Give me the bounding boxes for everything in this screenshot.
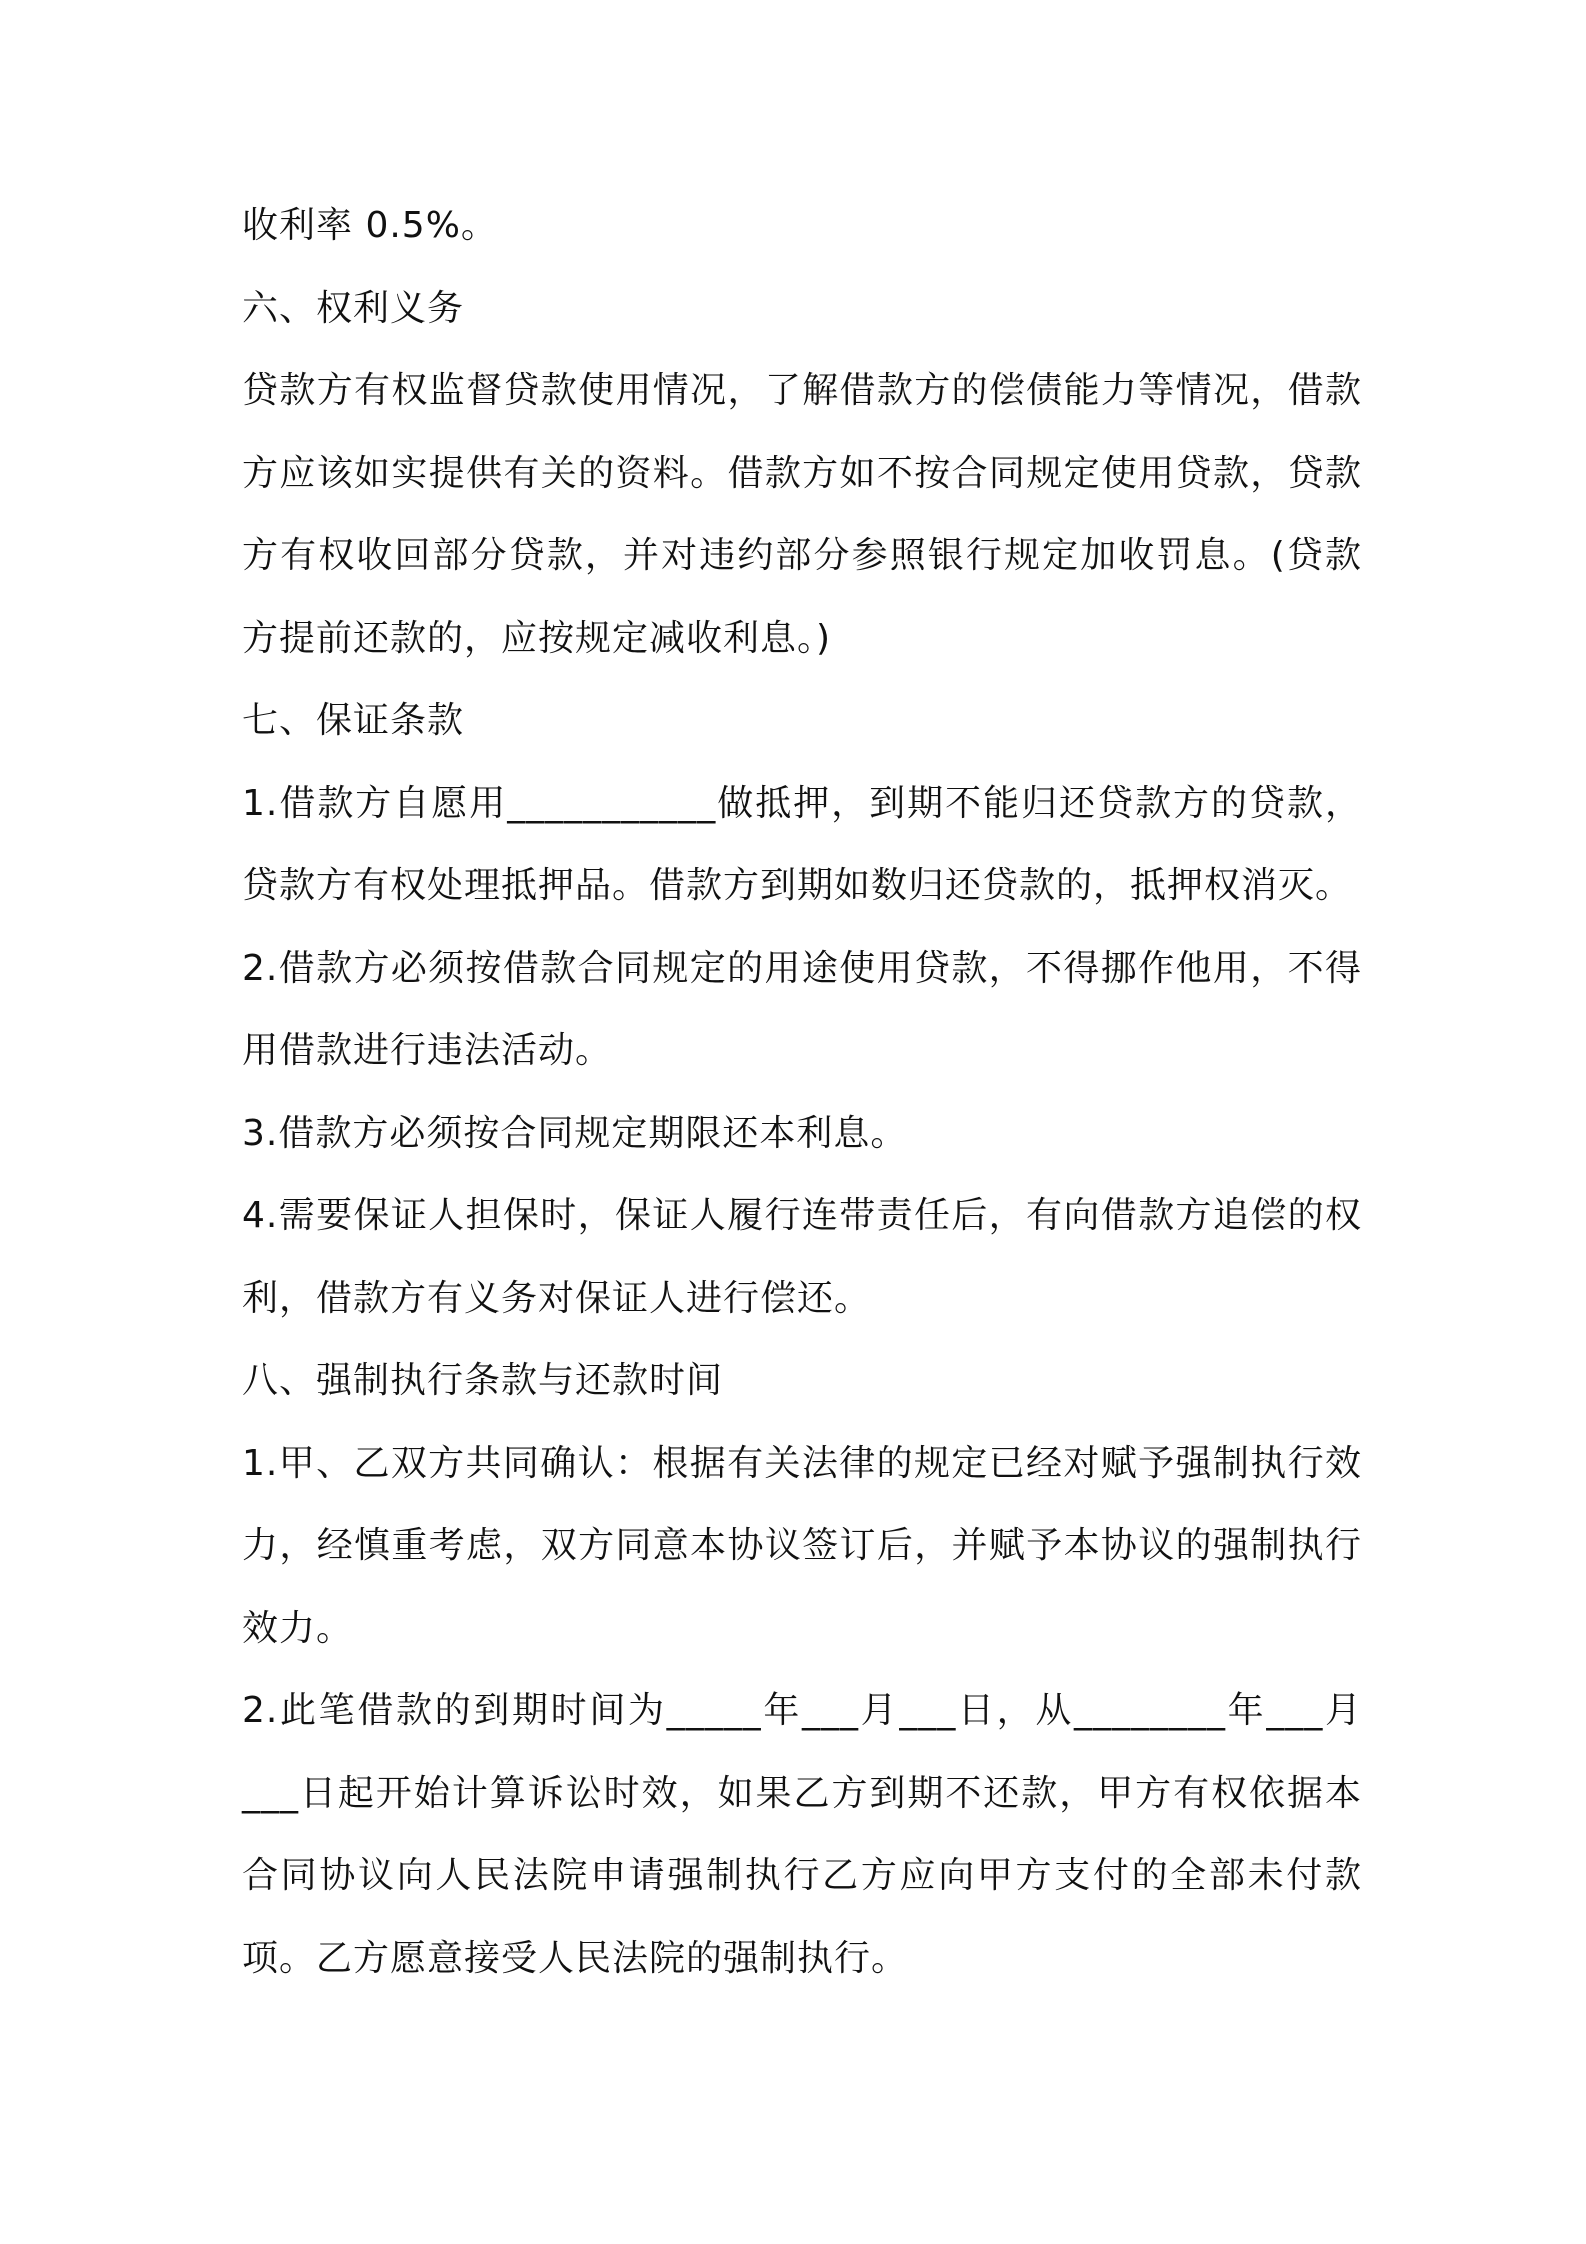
- interest-rate-line: 收利率 0.5%。: [242, 205, 498, 246]
- section-7-item-3: 3.借款方必须按合同规定期限还本利息。: [242, 1112, 908, 1154]
- section-7-item-1: 1.借款方自愿用___________做抵押，到期不能归还贷款方的贷款，贷款方有权处理抵押品。借款方到期如数归还贷款的，抵押权消灭。: [242, 782, 1362, 906]
- document-page: [242, 185, 1362, 2000]
- section-8-title: 八、强制执行条款与还款时间: [242, 1360, 724, 1401]
- section-7-title: 七、保证条款: [242, 700, 465, 741]
- section-6-paragraph: 贷款方有权监督贷款使用情况，了解借款方的偿债能力等情况，借款方应该如实提供有关的资料。借款方如不按合同规定使用贷款，贷款方有权收回部分贷款，并对违约部分参照银行规定加收罚息。(贷款方提前还款的，应按规定减收利息。): [242, 370, 1362, 659]
- section-7-item-4: 4.需要保证人担保时，保证人履行连带责任后，有向借款方追偿的权利，借款方有义务对保证人进行偿还。: [242, 1195, 1362, 1319]
- section-8-item-1: 1.甲、乙双方共同确认：根据有关法律的规定已经对赋予强制执行效力，经慎重考虑，双方同意本协议签订后，并赋予本协议的强制执行效力。: [242, 1442, 1362, 1649]
- section-6-title: 六、权利义务: [242, 287, 465, 329]
- section-8-item-2: 2.此笔借款的到期时间为_____年___月___日，从________年___月___日起开始计算诉讼时效，如果乙方到期不还款，甲方有权依据本合同协议向人民法院申请强制执行乙方应向甲方支付的全部未付款项。乙方愿意接受人民法院的强制执行。: [242, 1690, 1362, 1979]
- section-7-item-2: 2.借款方必须按借款合同规定的用途使用贷款，不得挪作他用，不得用借款进行违法活动。: [242, 947, 1362, 1071]
